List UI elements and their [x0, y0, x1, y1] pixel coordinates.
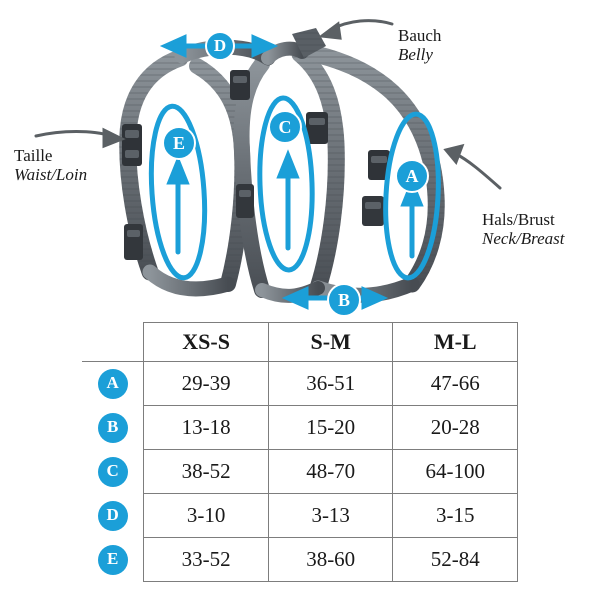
label-waist [14, 146, 87, 184]
label-waist-en: Waist/Loin [14, 165, 88, 185]
diagram-badge-b: B [327, 283, 361, 317]
cell-d-xss: 3-10 [144, 494, 269, 538]
row-badge-label: D [98, 501, 128, 531]
cell-b-ml: 20-28 [393, 406, 518, 450]
cell-b-sm: 15-20 [268, 406, 392, 450]
cell-c-ml: 64-100 [393, 450, 518, 494]
cell-e-sm: 38-60 [268, 538, 392, 582]
table-row [82, 406, 518, 450]
cell-e-xss: 33-52 [144, 538, 269, 582]
cell-d-ml: 3-15 [393, 494, 518, 538]
cell-a-sm: 36-51 [268, 362, 392, 406]
cell-d-sm: 3-13 [268, 494, 392, 538]
size-table-wrapper [82, 322, 518, 582]
row-badge-label: E [98, 545, 128, 575]
cell-e-ml: 52-84 [393, 538, 518, 582]
label-belly [398, 26, 441, 64]
cell-a-xss: 29-39 [144, 362, 269, 406]
label-neck-de: Hals/Brust [482, 210, 555, 229]
diagram-badge-a: A [395, 159, 429, 193]
column-header-0: XS-S [144, 323, 269, 362]
column-header-2: M-L [393, 323, 518, 362]
top-bridge-strap [182, 47, 302, 58]
diagram-badge-c: C [268, 110, 302, 144]
cell-c-sm: 48-70 [268, 450, 392, 494]
row-badge-label: A [98, 369, 128, 399]
cell-a-ml: 47-66 [393, 362, 518, 406]
label-neck-en: Neck/Breast [482, 229, 565, 249]
label-neck [482, 210, 564, 248]
table-row [82, 362, 518, 406]
row-badge-label: B [98, 413, 128, 443]
table-header-row [82, 323, 518, 362]
label-belly-de: Bauch [398, 26, 442, 45]
table-corner-cell [82, 323, 144, 362]
row-badge-e [82, 538, 144, 582]
table-row [82, 538, 518, 582]
row-badge-b [82, 406, 144, 450]
row-badge-d [82, 494, 144, 538]
table-row [82, 450, 518, 494]
table-row [82, 494, 518, 538]
label-waist-de: Taille [14, 146, 53, 165]
row-badge-c [82, 450, 144, 494]
diagram-badge-e: E [162, 126, 196, 160]
diagram-badge-d: D [205, 31, 235, 61]
cell-b-xss: 13-18 [144, 406, 269, 450]
row-badge-a [82, 362, 144, 406]
size-table [82, 322, 518, 582]
label-belly-en: Belly [398, 45, 433, 65]
row-badge-label: C [98, 457, 128, 487]
cell-c-xss: 38-52 [144, 450, 269, 494]
column-header-1: S-M [268, 323, 392, 362]
